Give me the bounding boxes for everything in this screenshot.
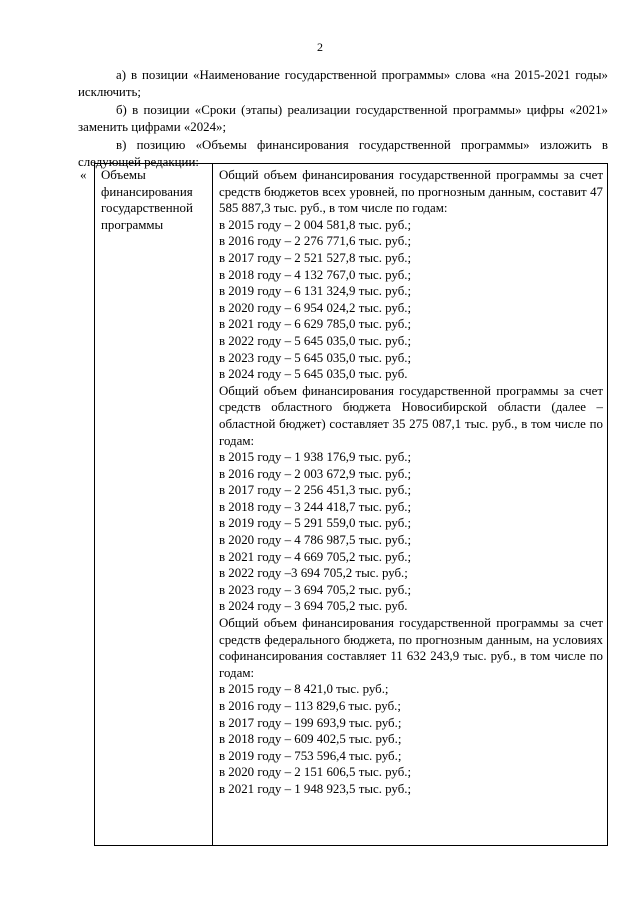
list-item: в 2016 году – 2 003 672,9 тыс. руб.;	[219, 466, 412, 481]
list-item: в 2017 году – 2 256 451,3 тыс. руб.;	[219, 483, 412, 498]
list-item: в 2015 году – 8 421,0 тыс. руб.;	[219, 682, 389, 697]
list-item: в 2020 году – 2 151 606,5 тыс. руб.;	[219, 765, 412, 780]
list-item: в 2017 году – 199 693,9 тыс. руб.;	[219, 715, 402, 730]
list-item: в 2018 году – 4 132 767,0 тыс. руб.;	[219, 267, 412, 282]
list-item: в 2016 году – 2 276 771,6 тыс. руб.;	[219, 234, 412, 249]
list-item: в 2023 году – 3 694 705,2 тыс. руб.;	[219, 582, 412, 597]
list-item: в 2024 году – 5 645 035,0 тыс. руб.	[219, 367, 408, 382]
list-item: в 2021 году – 1 948 923,5 тыс. руб.;	[219, 781, 412, 796]
list-item: в 2017 году – 2 521 527,8 тыс. руб.;	[219, 250, 412, 265]
amendment-intro	[78, 67, 608, 171]
list-item: в 2020 году – 4 786 987,5 тыс. руб.;	[219, 533, 412, 548]
financing-table	[94, 163, 608, 846]
list-item: в 2018 году – 609 402,5 тыс. руб.;	[219, 732, 402, 747]
list-item: в 2019 году – 5 291 559,0 тыс. руб.;	[219, 516, 412, 531]
list-item: в 2020 году – 6 954 024,2 тыс. руб.;	[219, 300, 412, 315]
all-levels-year-list	[219, 217, 603, 383]
regional-year-list	[219, 449, 603, 615]
list-item: в 2016 году – 113 829,6 тыс. руб.;	[219, 699, 401, 713]
list-item: в 2022 году –3 694 705,2 тыс. руб.;	[219, 566, 408, 581]
list-item: в 2021 году – 4 669 705,2 тыс. руб.;	[219, 549, 412, 564]
list-item: в 2021 году – 6 629 785,0 тыс. руб.;	[219, 317, 412, 332]
list-item: в 2015 году – 1 938 176,9 тыс. руб.;	[219, 450, 412, 465]
all-levels-summary: Общий объем финансирования государственной программы за счет средств бюджетов всех уровней, по прогнозным данным, составит 47 585 887,3 тыс. руб., в том числе по годам:	[219, 168, 603, 216]
amendment-item-a: а) в позиции «Наименование государственной программы» слова «на 2015-2021 годы» исключить;	[78, 68, 608, 100]
list-item: в 2019 году – 6 131 324,9 тыс. руб.;	[219, 284, 412, 299]
federal-budget-summary: Общий объем финансирования государственной программы за счет средств федерального бюджета, по прогнозным данным, на условиях софинансирования составляет 11 632 243,9 тыс. руб., в том числе по годам:	[219, 616, 603, 680]
page-number: 2	[317, 40, 323, 54]
column-divider	[212, 164, 213, 845]
regional-budget-summary: Общий объем финансирования государственной программы за счет средств областного бюджета Новосибирской области (далее – областной бюджет) составляет 35 275 087,1 тыс. руб., в том числе по годам:	[219, 383, 603, 448]
federal-year-list	[219, 681, 603, 797]
amendment-item-c: в) позицию «Объемы финансирования государственной программы» изложить в следующей редакции:	[78, 137, 608, 170]
list-item: в 2023 году – 5 645 035,0 тыс. руб.;	[219, 350, 412, 365]
table-content-cell	[219, 167, 603, 798]
list-item: в 2018 году – 3 244 418,7 тыс. руб.;	[219, 499, 412, 514]
opening-quote-mark: «	[80, 167, 87, 182]
table-label-cell: Объемы финансирования государственной программы	[101, 168, 193, 232]
list-item: в 2024 году – 3 694 705,2 тыс. руб.	[219, 599, 408, 614]
list-item: в 2019 году – 753 596,4 тыс. руб.;	[219, 748, 402, 763]
list-item: в 2015 году – 2 004 581,8 тыс. руб.;	[219, 217, 412, 232]
amendment-item-b: б) в позиции «Сроки (этапы) реализации государственной программы» цифры «2021» заменить цифрами «2024»;	[78, 102, 608, 135]
list-item: в 2022 году – 5 645 035,0 тыс. руб.;	[219, 333, 412, 348]
